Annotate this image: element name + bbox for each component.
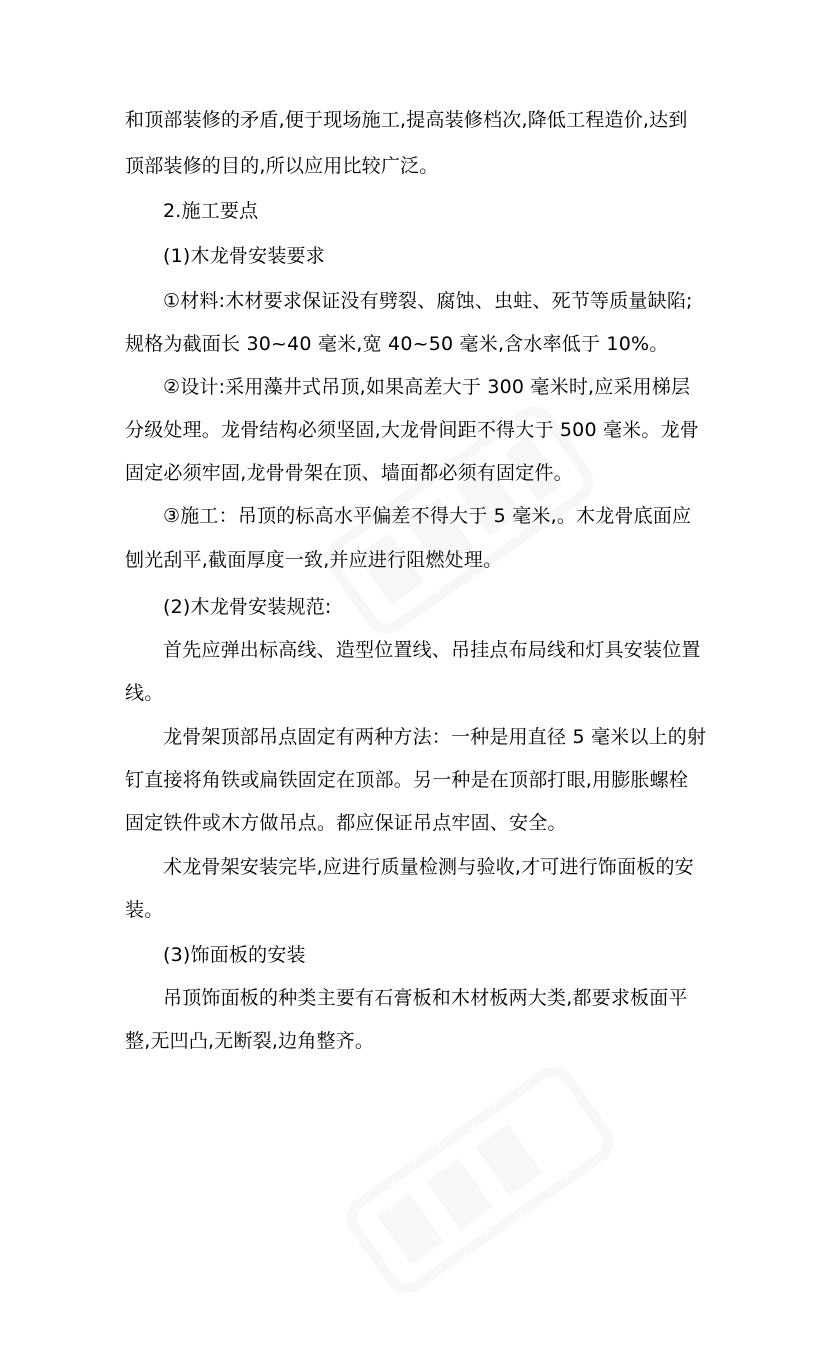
body-text-line: 首先应弹出标高线、造型位置线、吊挂点布局线和灯具安装位置 bbox=[163, 639, 701, 661]
body-text-line: 顶部装修的目的,所以应用比较广泛。 bbox=[125, 155, 439, 177]
body-text-line: ①材料:木材要求保证没有劈裂、腐蚀、虫蛀、死节等质量缺陷; bbox=[163, 290, 693, 312]
body-text-line: 术龙骨架安装完毕,应进行质量检测与验收,才可进行饰面板的安 bbox=[163, 856, 694, 878]
body-text-line: 分级处理。龙骨结构必须坚固,大龙骨间距不得大于 500 毫米。龙骨 bbox=[125, 419, 699, 441]
body-text-line: 线。 bbox=[125, 682, 164, 704]
subsection-heading: (2)木龙骨安装规范: bbox=[163, 596, 332, 618]
subsection-heading: (1)木龙骨安装要求 bbox=[163, 245, 325, 267]
body-text-line: 整,无凹凸,无断裂,边角整齐。 bbox=[125, 1030, 375, 1052]
subsection-heading: (3)饰面板的安装 bbox=[163, 944, 306, 966]
body-text-line: 固定必须牢固,龙骨骨架在顶、墙面都必须有固定件。 bbox=[125, 462, 573, 484]
body-text-line: 规格为截面长 30~40 毫米,宽 40~50 毫米,含水率低于 10%。 bbox=[125, 333, 669, 355]
body-text-line: ②设计:采用藻井式吊顶,如果高差大于 300 毫米时,应采用梯层 bbox=[163, 376, 691, 398]
body-text-line: 龙骨架顶部吊点固定有两种方法：一种是用直径 5 毫米以上的射 bbox=[163, 726, 707, 748]
body-text-line: 固定铁件或木方做吊点。都应保证吊点牢固、安全。 bbox=[125, 812, 567, 834]
section-heading: 2.施工要点 bbox=[163, 200, 259, 222]
body-text-line: 吊顶饰面板的种类主要有石膏板和木材板两大类,都要求板面平 bbox=[163, 987, 688, 1009]
body-text-line: ③施工：吊顶的标高水平偏差不得大于 5 毫米,。木龙骨底面应 bbox=[163, 505, 692, 527]
watermark-logo-icon bbox=[300, 1012, 660, 1348]
body-text-line: 钉直接将角铁或扁铁固定在顶部。另一种是在顶部打眼,用膨胀螺栓 bbox=[125, 769, 689, 791]
body-text-line: 装。 bbox=[125, 899, 164, 921]
body-text-line: 和顶部装修的矛盾,便于现场施工,提高装修档次,降低工程造价,达到 bbox=[125, 109, 688, 131]
body-text-line: 刨光刮平,截面厚度一致,并应进行阻燃处理。 bbox=[125, 549, 503, 571]
